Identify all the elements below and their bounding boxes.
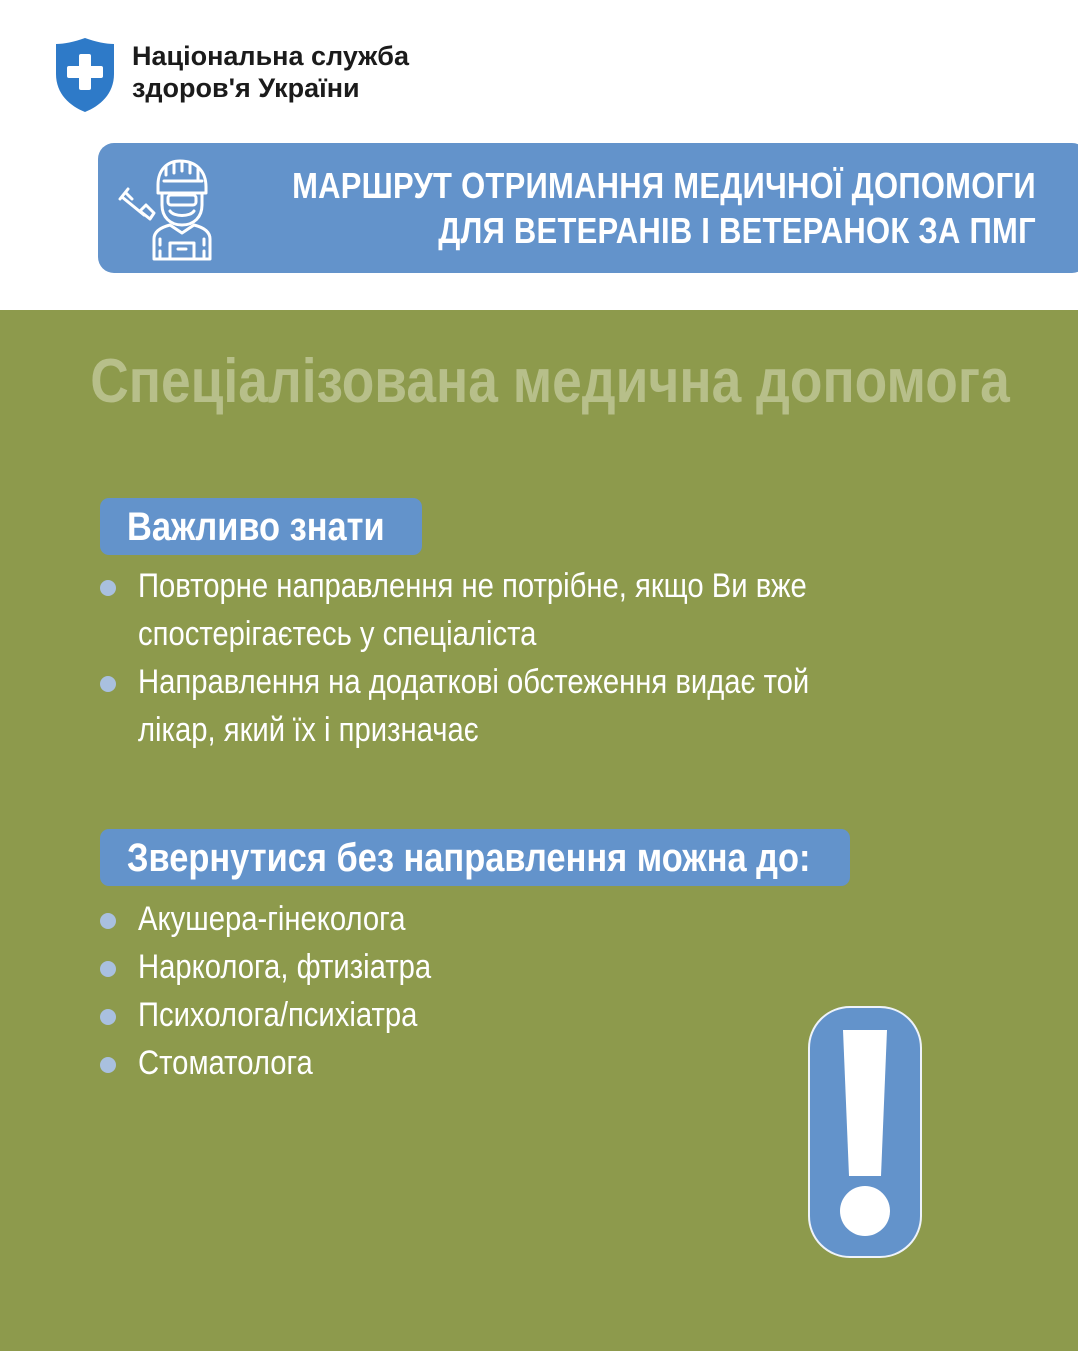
no-referral-label: Звернутися без направлення можна до: [127, 836, 811, 880]
exclamation-icon [808, 1006, 922, 1258]
bullet-dot-icon [100, 961, 116, 977]
org-name-line2: здоров'я України [132, 73, 360, 103]
soldier-icon [116, 153, 224, 263]
content-panel [0, 310, 1078, 1351]
important-label: Важливо знати [127, 505, 385, 549]
bullet-dot-icon [100, 676, 116, 692]
list-item-text: Акушера-гінеколога [138, 900, 406, 938]
section-title: Спеціалізована медична допомога [90, 347, 1010, 416]
bullet-dot-icon [100, 913, 116, 929]
list-item-line2: лікар, який їх і призначає [138, 711, 479, 749]
list-item [100, 658, 919, 754]
banner-title-line2: ДЛЯ ВЕТЕРАНІВ І ВЕТЕРАНОК ЗА ПМГ [438, 210, 1036, 251]
exclamation-mark-icon [810, 1008, 920, 1256]
banner-title [292, 163, 1036, 253]
banner-title-line1: МАРШРУТ ОТРИМАННЯ МЕДИЧНОЇ ДОПОМОГИ [292, 165, 1036, 206]
list-item [100, 943, 479, 991]
list-item-text: Психолога/психіатра [138, 996, 418, 1034]
list-item-text: Нарколога, фтизіатра [138, 948, 432, 986]
list-item-line1: Направлення на додаткові обстеження видає той [138, 663, 810, 701]
bullet-dot-icon [100, 1057, 116, 1073]
important-list [100, 562, 919, 754]
list-item [100, 991, 479, 1039]
title-banner [98, 143, 1078, 273]
list-item [100, 895, 479, 943]
no-referral-list [100, 895, 479, 1087]
org-name-line1: Національна служба [132, 41, 410, 71]
list-item-text: Стоматолога [138, 1044, 313, 1082]
no-referral-label-box [100, 829, 850, 886]
org-name [132, 40, 409, 104]
shield-cross-icon [52, 36, 118, 114]
important-label-box [100, 498, 422, 555]
list-item-line1: Повторне направлення не потрібне, якщо Ви вже [138, 567, 807, 605]
list-item [100, 1039, 479, 1087]
bullet-dot-icon [100, 580, 116, 596]
header [0, 0, 1078, 310]
bullet-dot-icon [100, 1009, 116, 1025]
list-item [100, 562, 919, 658]
list-item-line2: спостерігаєтесь у спеціаліста [138, 615, 537, 653]
